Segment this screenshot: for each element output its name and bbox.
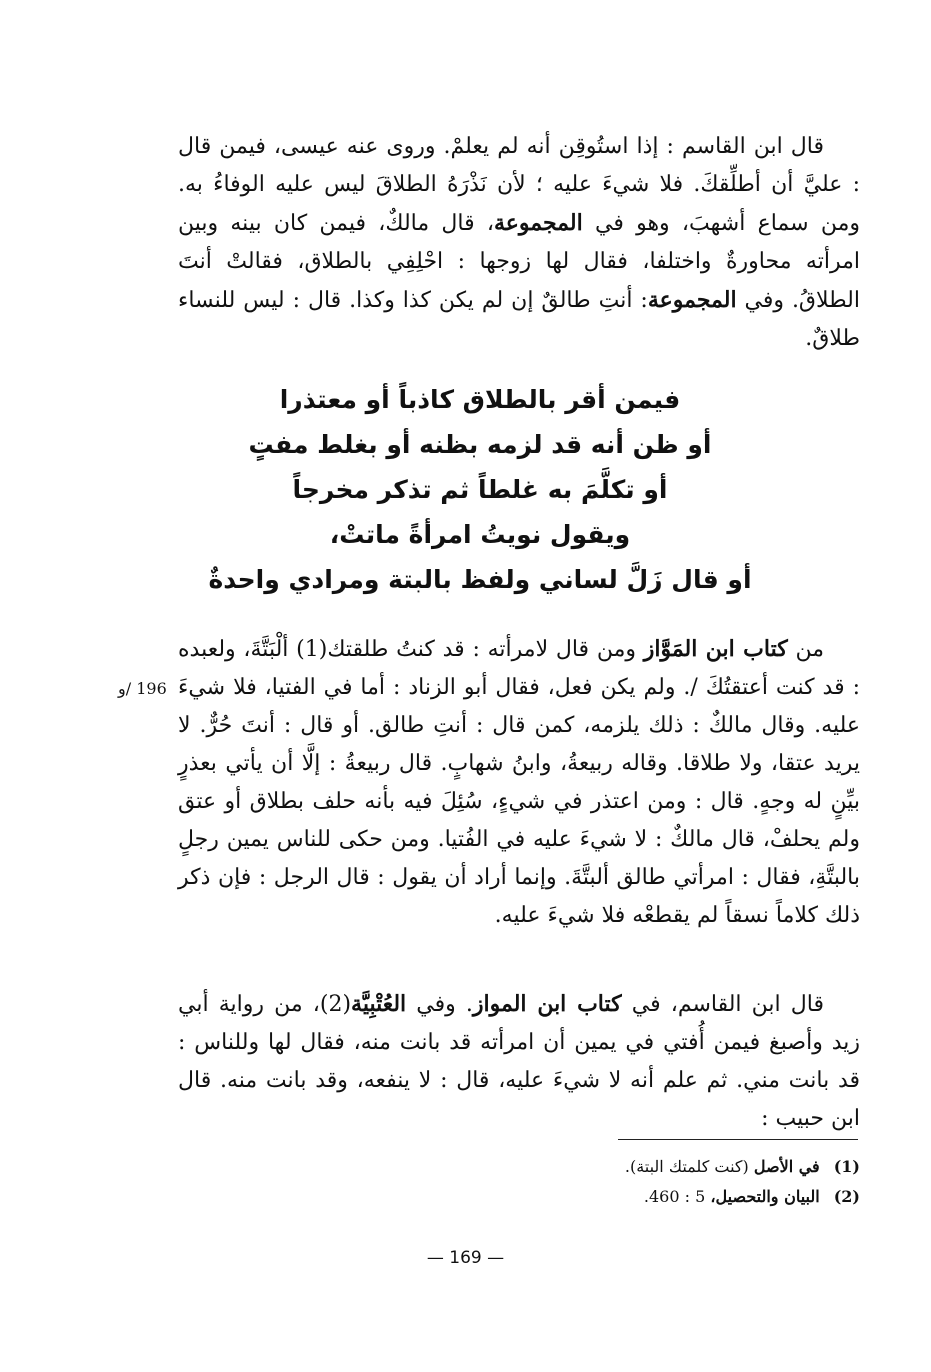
footnote-text: (كنت كلمتك البتة). bbox=[624, 1157, 754, 1176]
footnote-source: في الأصل bbox=[753, 1157, 820, 1176]
footnote-source: البيان والتحصيل، bbox=[710, 1187, 820, 1206]
page-number: — 169 — bbox=[426, 1248, 505, 1268]
footnote-1 bbox=[400, 1152, 860, 1182]
paragraph-ibn-al-qasim bbox=[178, 128, 860, 358]
footnotes bbox=[400, 1152, 860, 1212]
footnote-text: 5 : 460. bbox=[643, 1187, 711, 1206]
section-heading bbox=[200, 377, 760, 602]
source-title: كتاب ابن المَوَّاز bbox=[643, 636, 788, 662]
heading-line: ويقول نويتُ امرأةً ماتتْ، bbox=[329, 520, 631, 549]
paragraph-text: قال ابن القاسم، في كتاب ابن المواز. وفي العُتْبِيَّة(2)، من رواية أبي زيد وأصبغ فيمن أُفتي في يمين أن امرأته قد بانت منه، فقال لها وللناس : قد بانت مني. ثم علم أنه لا شيءَ عليه، قال : لا ينفعه، وقد بانت منه. قال ابن حبيب : bbox=[178, 991, 861, 1131]
footnote-number: (1) bbox=[833, 1157, 860, 1176]
footnote-2 bbox=[400, 1182, 860, 1212]
heading-line: أو تكلَّمَ به غلطاً ثم تذكر مخرجاً bbox=[292, 475, 668, 504]
paragraph-kitab-ibn-al-mawwaz bbox=[178, 630, 860, 935]
footnote-number: (2) bbox=[833, 1187, 860, 1206]
footnote-divider bbox=[618, 1139, 858, 1140]
source-title: المجموعة bbox=[493, 210, 583, 236]
source-title: العُتْبِيَّة bbox=[351, 991, 407, 1017]
source-title: كتاب ابن المواز bbox=[472, 991, 622, 1017]
manuscript-folio-note: 196 /و bbox=[118, 679, 167, 698]
paragraph-text: قال ابن القاسم : إذا استُوقِن أنه لم يعلمْ. وروى عنه عيسى، فيمن قال : عليَّ أن أطلِّقكَ. فلا شيءَ عليه ؛ لأن نَذْرَهُ الطلاقَ ليس عليه الوفاءُ به. ومن سماع أشهبَ، وهو في المجموعة، قال مالكٌ، فيمن كان بينه وبين امرأته محاورةٌ واختلفا، فقال لها زوجها : احْلِفِي بالطلاق، فقالتْ أنتَ الطلاقُ. وفي المجموعة: أنتِ طالقٌ إن لم يكن كذا وكذا. قال : ليس للنساء طلاقٌ. bbox=[178, 134, 860, 351]
heading-line: فيمن أقر بالطلاق كاذباً أو معتذرا bbox=[279, 385, 681, 414]
heading-line: أو ظن أنه قد لزمه بظنه أو بغلط مفتٍ bbox=[248, 430, 712, 459]
paragraph-utbiyya bbox=[178, 985, 860, 1138]
heading-line: أو قال زَلَّ لساني ولفظ بالبتة ومرادي واحدةٌ bbox=[208, 565, 752, 594]
paragraph-text: من كتاب ابن المَوَّاز ومن قال لامرأته : قد كنتُ طلقتك(1) ألْبَتَّةَ، ولعبده : قد كنت أعتقتُكَ /. ولم يكن فعل، فقال أبو الزناد : أما في الفتيا، فلا شيءَ عليه. وقال مالكٌ : ذلك يلزمه، كمن قال : أنتِ طالق. أو قال : أنتَ حُرٌّ. لا يريد عتقا، ولا طلاقا. وقاله ربيعةُ، وابنُ شهابٍ. قال ربيعةُ : إلَّا أن يأتي بعذرٍ بيِّنٍ له وجهٍ. قال : ومن اعتذر في شيءٍ، سُئِلَ فيه بأنه حلف بطلاق أو عتق ولم يحلفْ، قال مالكٌ : لا شيءَ عليه في الفُتيا. ومن حكى للناس يمين رجلٍ بالبتَّةِ، فقال : امرأتي طالق ألبتَّةَ. وإنما أراد أن يقول : قال الرجل : فإن ذكر ذلك كلاماً نسقاً لم يقطعْه فلا شيءَ عليه. bbox=[178, 636, 861, 928]
source-title: المجموعة bbox=[647, 287, 737, 313]
